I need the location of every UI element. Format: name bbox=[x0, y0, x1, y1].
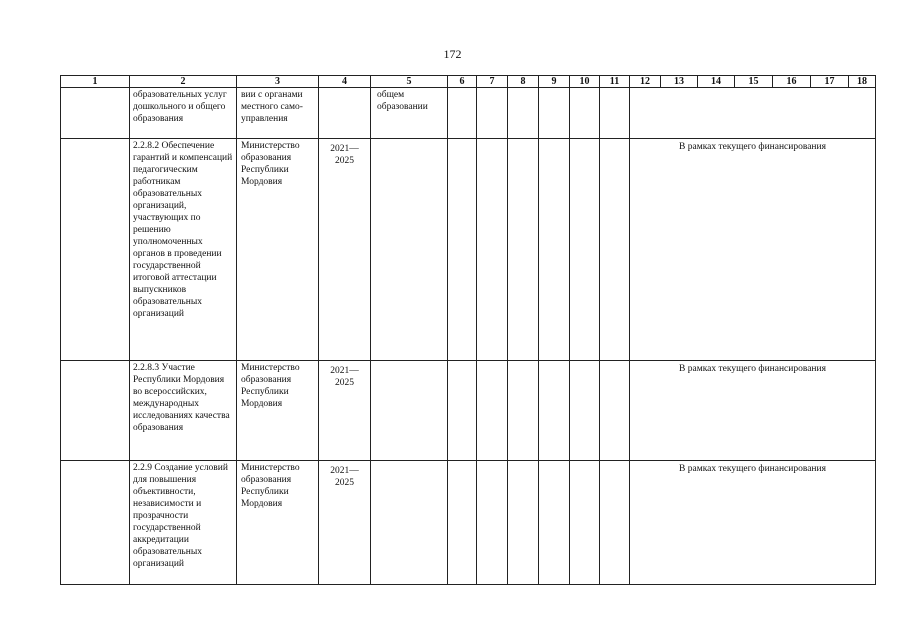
page-number: 172 bbox=[443, 47, 462, 61]
column-header: 15 bbox=[735, 76, 773, 88]
financing-cell: В рамках текущего финансирования bbox=[630, 361, 876, 461]
empty-cell bbox=[508, 88, 539, 139]
financing-cell: В рамках текущего финансирования bbox=[630, 139, 876, 361]
empty-cell bbox=[477, 88, 508, 139]
responsible-cell: Министерство образования Республики Мордовия bbox=[237, 461, 319, 585]
empty-cell bbox=[570, 461, 600, 585]
empty-cell bbox=[600, 461, 630, 585]
activity-name-cell: 2.2.9 Создание условий для повышения объективности, независимости и прозрачности государственной аккредитации образовательных организаций bbox=[130, 461, 237, 585]
row-number-cell bbox=[61, 139, 130, 361]
responsible-cell: вии с органами местного само-управления bbox=[237, 88, 319, 139]
period-cell bbox=[319, 88, 371, 139]
empty-cell bbox=[508, 361, 539, 461]
column-header: 8 bbox=[508, 76, 539, 88]
table-row bbox=[61, 461, 876, 585]
column-header: 7 bbox=[477, 76, 508, 88]
empty-cell bbox=[448, 461, 477, 585]
row-number-cell bbox=[61, 461, 130, 585]
column-header: 3 bbox=[237, 76, 319, 88]
table-row bbox=[61, 88, 876, 139]
row-number-cell bbox=[61, 88, 130, 139]
empty-cell bbox=[570, 88, 600, 139]
table-row bbox=[61, 361, 876, 461]
period-cell: 2021—2025 bbox=[319, 139, 371, 361]
column-header: 16 bbox=[773, 76, 811, 88]
empty-cell bbox=[477, 139, 508, 361]
empty-cell bbox=[477, 361, 508, 461]
activity-name-cell: 2.2.8.3 Участие Республики Мордовия во всероссийских, международных исследованиях качества образования bbox=[130, 361, 237, 461]
empty-cell bbox=[600, 139, 630, 361]
column-header: 9 bbox=[539, 76, 570, 88]
column-header: 4 bbox=[319, 76, 371, 88]
link-cell: общем образовании bbox=[371, 88, 448, 139]
column-header: 2 bbox=[130, 76, 237, 88]
row-number-cell bbox=[61, 361, 130, 461]
link-cell bbox=[371, 361, 448, 461]
empty-cell bbox=[539, 139, 570, 361]
column-header: 18 bbox=[849, 76, 876, 88]
financing-cell: В рамках текущего финансирования bbox=[630, 461, 876, 585]
empty-cell bbox=[600, 88, 630, 139]
column-header: 6 bbox=[448, 76, 477, 88]
program-activities-table bbox=[60, 75, 876, 585]
column-header: 11 bbox=[600, 76, 630, 88]
empty-cell bbox=[600, 361, 630, 461]
link-cell bbox=[371, 461, 448, 585]
empty-cell bbox=[448, 88, 477, 139]
responsible-cell: Министерство образования Республики Мордовия bbox=[237, 139, 319, 361]
column-header: 14 bbox=[698, 76, 735, 88]
column-header: 5 bbox=[371, 76, 448, 88]
empty-cell bbox=[508, 461, 539, 585]
column-header: 1 bbox=[61, 76, 130, 88]
column-header: 13 bbox=[661, 76, 698, 88]
period-cell: 2021—2025 bbox=[319, 361, 371, 461]
empty-cell bbox=[539, 361, 570, 461]
empty-cell bbox=[570, 361, 600, 461]
responsible-cell: Министерство образования Республики Мордовия bbox=[237, 361, 319, 461]
empty-cell bbox=[570, 139, 600, 361]
link-cell bbox=[371, 139, 448, 361]
empty-cell bbox=[539, 461, 570, 585]
empty-cell bbox=[508, 139, 539, 361]
activity-name-cell: образовательных услуг дошкольного и общего образования bbox=[130, 88, 237, 139]
financing-cell bbox=[630, 88, 876, 139]
period-cell: 2021—2025 bbox=[319, 461, 371, 585]
activity-name-cell: 2.2.8.2 Обеспечение гарантий и компенсаций педагогическим работникам образовательных организаций, участвующих по решению уполномоченных органов в проведении государственной итоговой аттестации выпускников образовательных организаций bbox=[130, 139, 237, 361]
empty-cell bbox=[448, 361, 477, 461]
column-header: 17 bbox=[811, 76, 849, 88]
empty-cell bbox=[477, 461, 508, 585]
table-row bbox=[61, 139, 876, 361]
column-header: 10 bbox=[570, 76, 600, 88]
column-header: 12 bbox=[630, 76, 661, 88]
empty-cell bbox=[539, 88, 570, 139]
empty-cell bbox=[448, 139, 477, 361]
header-row bbox=[61, 76, 876, 88]
